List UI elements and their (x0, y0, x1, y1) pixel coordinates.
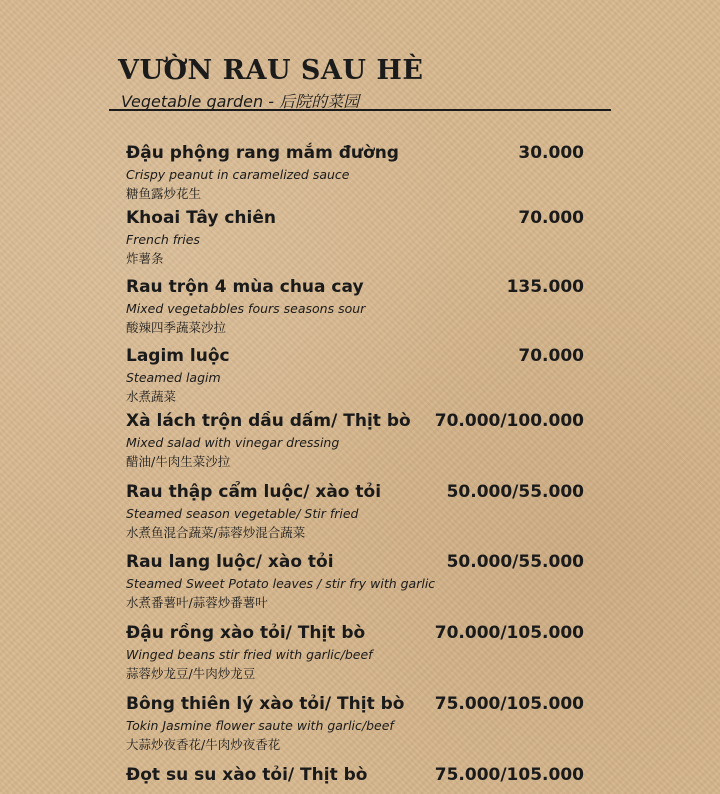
item-price: 75.000/105.000 (434, 765, 584, 785)
item-english-description: Steamed lagim (126, 370, 221, 385)
menu-section-subtitle: Vegetable garden - 后院的菜园 (121, 92, 360, 111)
item-price: 50.000/55.000 (446, 552, 584, 572)
item-price: 50.000/55.000 (446, 482, 584, 502)
title-divider (109, 109, 611, 111)
item-chinese-description: 蒜蓉炒龙豆/牛肉炒龙豆 (126, 666, 256, 681)
item-name: Đậu phộng rang mắm đường (126, 143, 399, 163)
item-price: 135.000 (506, 277, 584, 297)
item-price: 75.000/105.000 (434, 694, 584, 714)
item-english-description: French fries (126, 232, 200, 247)
item-chinese-description: 水煮鱼混合蔬菜/蒜蓉炒混合蔬菜 (126, 525, 306, 540)
item-english-description: Tokin Jasmine flower saute with garlic/beef (126, 718, 394, 733)
item-english-description: Mixed salad with vinegar dressing (126, 435, 340, 450)
menu-item (126, 552, 584, 611)
item-price: 70.000 (518, 208, 584, 228)
item-name: Xà lách trộn dầu dấm/ Thịt bò (126, 411, 411, 431)
item-price: 70.000/100.000 (434, 411, 584, 431)
item-price: 70.000 (518, 346, 584, 366)
item-name: Rau trộn 4 mùa chua cay (126, 277, 364, 297)
item-chinese-description: 炸薯条 (126, 251, 164, 266)
menu-item (126, 765, 584, 787)
menu-item (126, 208, 584, 267)
item-name: Đậu rồng xào tỏi/ Thịt bò (126, 623, 366, 643)
menu-item (126, 143, 584, 202)
menu-item (126, 346, 584, 405)
item-chinese-description: 水煮番薯叶/蒜蓉炒番薯叶 (126, 595, 268, 610)
item-name: Lagim luộc (126, 346, 230, 366)
item-name: Rau thập cẩm luộc/ xào tỏi (126, 482, 382, 502)
item-name: Rau lang luộc/ xào tỏi (126, 552, 334, 572)
item-english-description: Mixed vegetabbles fours seasons sour (126, 301, 366, 316)
menu-item (126, 694, 584, 753)
item-chinese-description: 水煮蔬菜 (126, 389, 177, 404)
item-chinese-description: 大蒜炒夜香花/牛肉炒夜香花 (126, 737, 281, 752)
item-price: 70.000/105.000 (434, 623, 584, 643)
item-chinese-description: 糖鱼露炒花生 (126, 186, 202, 201)
item-english-description: Steamed Sweet Potato leaves / stir fry with garlic (126, 576, 436, 591)
item-chinese-description: 醋油/牛肉生菜沙拉 (126, 454, 231, 469)
menu-item (126, 277, 584, 336)
menu-item (126, 482, 584, 541)
item-name: Khoai Tây chiên (126, 208, 276, 228)
item-name: Bông thiên lý xào tỏi/ Thịt bò (126, 694, 405, 714)
menu-section-title: VƯỜN RAU SAU HÈ (118, 55, 424, 86)
menu-item (126, 411, 584, 470)
item-chinese-description: 酸辣四季蔬菜沙拉 (126, 320, 227, 335)
menu-item (126, 623, 584, 682)
item-name: Đọt su su xào tỏi/ Thịt bò (126, 765, 368, 785)
item-english-description: Steamed season vegetable/ Stir fried (126, 506, 359, 521)
item-price: 30.000 (518, 143, 584, 163)
item-english-description: Winged beans stir fried with garlic/beef (126, 647, 373, 662)
item-english-description: Crispy peanut in caramelized sauce (126, 167, 350, 182)
